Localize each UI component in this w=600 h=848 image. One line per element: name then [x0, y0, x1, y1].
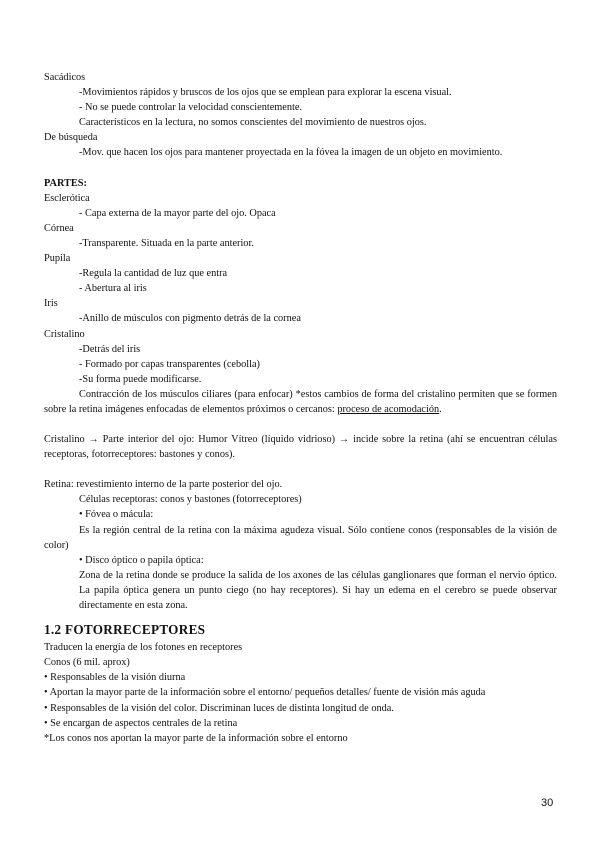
disco-title: • Disco óptico o papila óptica: [79, 554, 204, 566]
fotorreceptores-line-3: • Responsables de la visión diurna [44, 672, 186, 684]
busqueda-line: -Mov. que hacen los ojos para mantener proyectada en la fóvea la imagen de un objeto en movimiento. [79, 147, 503, 159]
fotorreceptores-line-6: • Se encargan de aspectos centrales de la retina [44, 717, 238, 729]
fotorreceptores-line-7: *Los conos nos aportan la mayor parte de la información sobre el entorno [44, 732, 348, 744]
cristalino-path-paragraph: Cristalino → Parte interior del ojo: Humor Vítreo (líquido vidrioso) → incide sobre la retina (ahí se encuentran células receptoras, fotorreceptores: bastones y conos). [44, 434, 557, 461]
fovea-text: Es la región central de la retina con la máxima agudeza visual. Sólo contiene conos (responsables de la visión de color) [44, 524, 557, 551]
fotorreceptores-line-5: • Responsables de la visión del color. Discriminan luces de distinta longitud de onda. [44, 702, 394, 714]
iris-line-1: -Anillo de músculos con pigmento detrás de la cornea [79, 313, 301, 325]
cornea-line-1: -Transparente. Situada en la parte anterior. [79, 237, 254, 249]
fotorreceptores-line-1: Traducen la energía de los fotones en receptores [44, 642, 243, 654]
term-esclerotica: Esclerótica [44, 192, 90, 204]
fotorreceptores-heading: 1.2 FOTORRECEPTORES [44, 622, 206, 638]
disco-text: Zona de la retina donde se produce la salida de los axones de las células ganglionares que forman el nervio óptico. La papila óptica genera un punto ciego (no hay receptores). Si hay un edema en el cerebro se puede observar directamente en esta zona. [79, 569, 557, 611]
fotorreceptores-line-4: • Aportan la mayor parte de la información sobre el entorno/ pequeños detalles/ fuente de visión más aguda [44, 687, 486, 699]
cristalino-paragraph [44, 387, 557, 417]
page-number: 30 [541, 797, 554, 809]
partes-heading: PARTES: [44, 177, 87, 189]
spacer [44, 462, 557, 477]
sacadicos-line-3: Característicos en la lectura, no somos conscientes del movimiento de nuestros ojos. [79, 117, 427, 129]
term-sacadicos: Sacádicos [44, 72, 86, 83]
spacer [44, 417, 557, 432]
sacadicos-line-2: - No se puede controlar la velocidad conscientemente. [79, 102, 303, 114]
acomodacion-link[interactable]: proceso de acomodación [337, 403, 440, 415]
cristalino-line-2: - Formado por capas transparentes (cebolla) [79, 358, 260, 370]
cristalino-paragraph-text: Contracción de los músculos ciliares (para enfocar) *estos cambios de forma del cristalino permiten que se formen sobre la retina imágenes enfocadas de elementos próximos o cercanos: [44, 388, 557, 415]
esclerotica-line-1: - Capa externa de la mayor parte del ojo. Opaca [79, 207, 276, 219]
page-content [44, 70, 557, 746]
term-busqueda: De búsqueda [44, 132, 98, 144]
cristalino-line-3: -Su forma puede modificarse. [79, 373, 202, 385]
sacadicos-line-1: -Movimientos rápidos y bruscos de los ojos que se emplean para explorar la escena visual. [79, 87, 452, 99]
retina-cells: Células receptoras: conos y bastones (fotorreceptores) [79, 494, 302, 506]
pupila-line-1: -Regula la cantidad de luz que entra [79, 268, 228, 280]
retina-intro: Retina: revestimiento interno de la parte posterior del ojo. [44, 479, 283, 491]
pupila-line-2: - Abertura al iris [79, 283, 147, 295]
term-iris: Iris [44, 298, 58, 310]
term-pupila: Pupila [44, 253, 71, 265]
fotorreceptores-line-2: Conos (6 mil. aprox) [44, 657, 130, 669]
term-cristalino: Cristalino [44, 328, 85, 340]
cristalino-line-1: -Detrás del iris [79, 343, 141, 355]
cristalino-paragraph-end: . [439, 403, 442, 415]
term-cornea: Córnea [44, 222, 74, 234]
fovea-title: • Fóvea o mácula: [79, 509, 154, 521]
spacer [44, 161, 557, 176]
